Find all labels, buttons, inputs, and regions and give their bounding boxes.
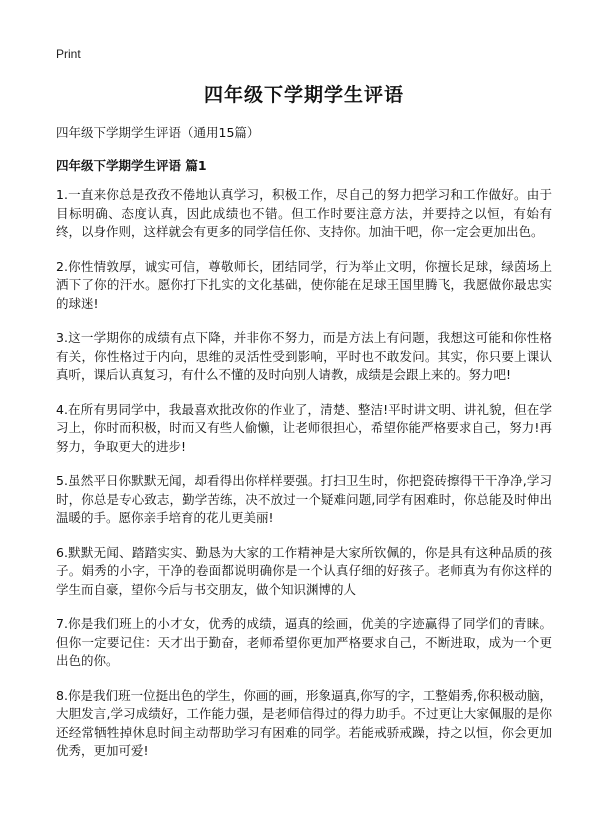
comment-paragraph: 7.你是我们班上的小才女，优秀的成绩，逼真的绘画，优美的字迹赢得了同学们的青睐。但你一定要记住：天才出于勤奋，老师希望你更加严格要求自己，不断进取，成为一个更出色的你。	[56, 616, 552, 668]
comment-paragraph: 4.在所有男同学中，我最喜欢批改你的作业了，清楚、整洁!平时讲文明、讲礼貌，但在学习上，你时而积极，时而又有些人偷懒，让老师很担心，希望你能严格要求自己，努力!再努力，争取更大的进步!	[56, 401, 552, 454]
comment-paragraph: 3.这一学期你的成绩有点下降，并非你不努力，而是方法上有问题，我想这可能和你性格有关，你性格过于内向，思维的灵活性受到影响，平时也不敢发问。其实，你只要上课认真听，课后认真复习，有什么不懂的及时向别人请教，成绩是会跟上来的。努力吧!	[56, 330, 552, 382]
page-title: 四年级下学期学生评语	[203, 84, 404, 106]
comment-paragraph: 5.虽然平日你默默无闻，却看得出你样样要强。打扫卫生时，你把瓷砖擦得干干净净,学习时，你总是专心致志，勤学苦练，决不放过一个疑难问题,同学有困难时，你总能及时伸出温暖的手。愿你亲手培育的花儿更美丽!	[56, 473, 552, 525]
comment-paragraph: 8.你是我们班一位挺出色的学生，你画的画，形象逼真,你写的字，工整娟秀,你积极动脑，大胆发言,学习成绩好，工作能力强，是老师信得过的得力助手。不过更让大家佩服的是你还经常牺牲掉休息时间主动帮助学习有困难的同学。若能戒骄戒躁，持之以恒，你会更加优秀，更加可爱!	[56, 687, 552, 758]
comment-list	[56, 186, 552, 761]
document-subtitle: 四年级下学期学生评语（通用15篇）	[56, 125, 260, 140]
comment-paragraph: 1.一直来你总是孜孜不倦地认真学习，积极工作，尽自己的努力把学习和工作做好。由于目标明确、态度认真，因此成绩也不错。但工作时要注意方法，并要持之以恒，有始有终，以身作则，这样就会有更多的同学信任你、支持你。加油干吧，你一定会更加出色。	[56, 187, 552, 239]
comment-paragraph: 6.默默无闻、踏踏实实、勤恳为大家的工作精神是大家所钦佩的，你是具有这种品质的孩子。娟秀的小字，干净的卷面都说明确你是一个认真仔细的好孩子。老师真为有你这样的学生而自豪，望你今后与书交朋友，做个知识渊博的人	[56, 544, 552, 597]
print-link[interactable]: Print	[56, 47, 81, 61]
comment-paragraph: 2.你性情敦厚，诚实可信，尊敬师长，团结同学，行为举止文明，你擅长足球，绿茵场上洒下了你的汗水。愿你打下扎实的文化基础，使你能在足球王国里腾飞，我愿做你最忠实的球迷!	[56, 258, 552, 311]
section-heading: 四年级下学期学生评语 篇1	[56, 158, 207, 173]
